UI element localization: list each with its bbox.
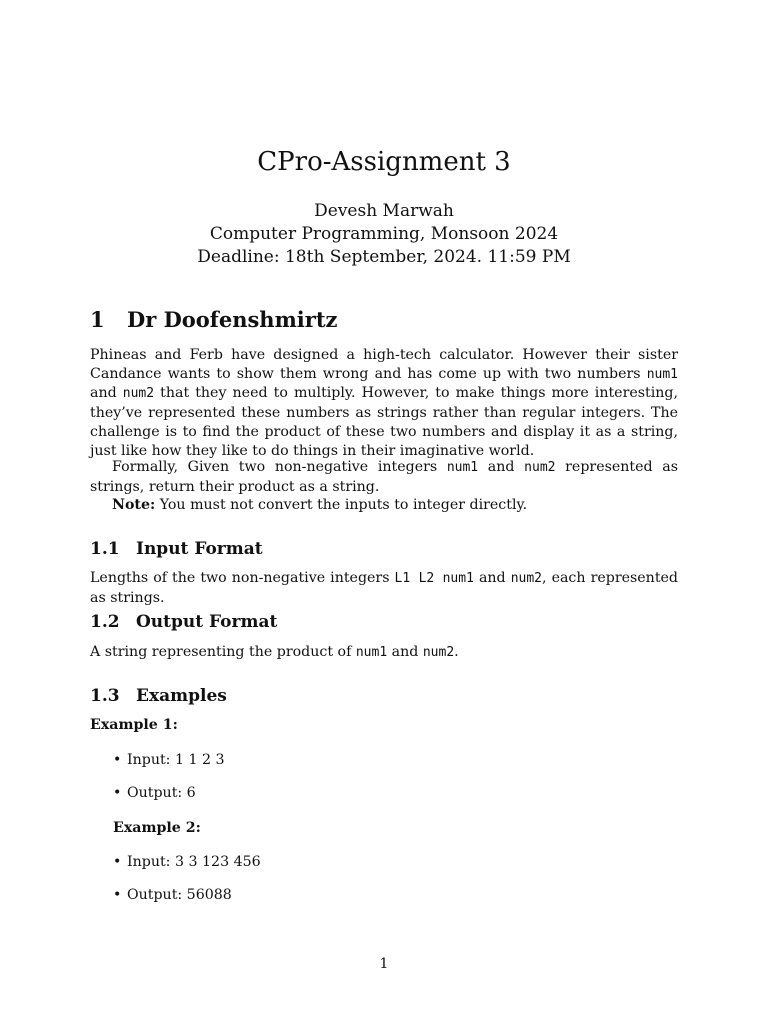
code-num2: num2 xyxy=(122,386,155,402)
text: . xyxy=(454,644,459,660)
subsection-number: 1.3 xyxy=(90,686,120,706)
example-2-label: Example 2: xyxy=(113,820,201,836)
text: and xyxy=(387,644,423,660)
subsection-number: 1.1 xyxy=(90,539,120,559)
subsection-number: 1.2 xyxy=(90,612,120,632)
list-item xyxy=(113,784,196,802)
intro-paragraph xyxy=(90,346,678,460)
list-item xyxy=(113,853,261,871)
section-heading-1 xyxy=(90,306,337,334)
text: , each represented as strings. xyxy=(90,570,679,606)
bullet-icon: • xyxy=(113,854,122,870)
text: and xyxy=(90,385,123,402)
list-item xyxy=(113,751,225,769)
code-num1: num1 xyxy=(446,460,479,475)
text: Formally, Given two non-negative integers xyxy=(112,459,447,475)
code-inputs: L1 L2 num1 xyxy=(394,571,474,586)
text: Phineas and Ferb have designed a high-tech calculator. However their sister Candance wants to show them wrong and has come up with two numbers xyxy=(90,347,678,382)
subsection-title: Output Format xyxy=(136,612,278,632)
bullet-icon: • xyxy=(113,785,122,801)
bullet-icon: • xyxy=(113,752,122,768)
example-1-label: Example 1: xyxy=(90,717,178,733)
course-name: Computer Programming, Monsoon 2024 xyxy=(209,224,559,244)
code-num2: num2 xyxy=(524,460,556,475)
document-title: CPro-Assignment 3 xyxy=(257,147,511,177)
text: that they need to multiply. However, to make things more interesting, they’ve represented these numbers as strings rather than regular integers. The challenge is to find the product of these two numbers and display it as a string, just like how they like to do things in their imaginative world. xyxy=(90,385,678,459)
example-1-output: Output: 6 xyxy=(127,785,196,801)
text: Lengths of the two non-negative integers xyxy=(90,570,395,586)
input-format-text xyxy=(90,569,678,607)
example-2-output: Output: 56088 xyxy=(127,887,232,903)
subsection-heading-output xyxy=(90,611,277,633)
text: and xyxy=(478,459,525,475)
deadline: Deadline: 18th September, 2024. 11:59 PM xyxy=(197,247,571,267)
subsection-title: Input Format xyxy=(136,539,263,559)
note-text: You must not convert the inputs to integer directly. xyxy=(155,497,528,513)
author-name: Devesh Marwah xyxy=(314,201,454,221)
code-num1: num1 xyxy=(646,366,678,382)
example-2-input: Input: 3 3 123 456 xyxy=(127,854,261,870)
note-label: Note: xyxy=(112,497,156,513)
subsection-title: Examples xyxy=(136,686,227,706)
text: represented as strings, return their product as a string. xyxy=(90,459,678,495)
code-num2: num2 xyxy=(510,571,543,586)
bullet-icon: • xyxy=(113,887,122,903)
code-num1: num1 xyxy=(355,645,388,660)
code-num2: num2 xyxy=(422,645,455,660)
list-item xyxy=(113,886,232,904)
section-number: 1 xyxy=(90,307,105,332)
output-format-text xyxy=(90,643,678,663)
section-title: Dr Doofenshmirtz xyxy=(127,307,338,332)
formal-paragraph xyxy=(90,458,678,496)
example-1-input: Input: 1 1 2 3 xyxy=(127,752,225,768)
text: and xyxy=(473,570,511,586)
page-number: 1 xyxy=(379,956,389,972)
note-paragraph xyxy=(90,496,678,515)
subsection-heading-input xyxy=(90,538,263,560)
subsection-heading-examples xyxy=(90,685,227,707)
text: A string representing the product of xyxy=(90,644,356,660)
